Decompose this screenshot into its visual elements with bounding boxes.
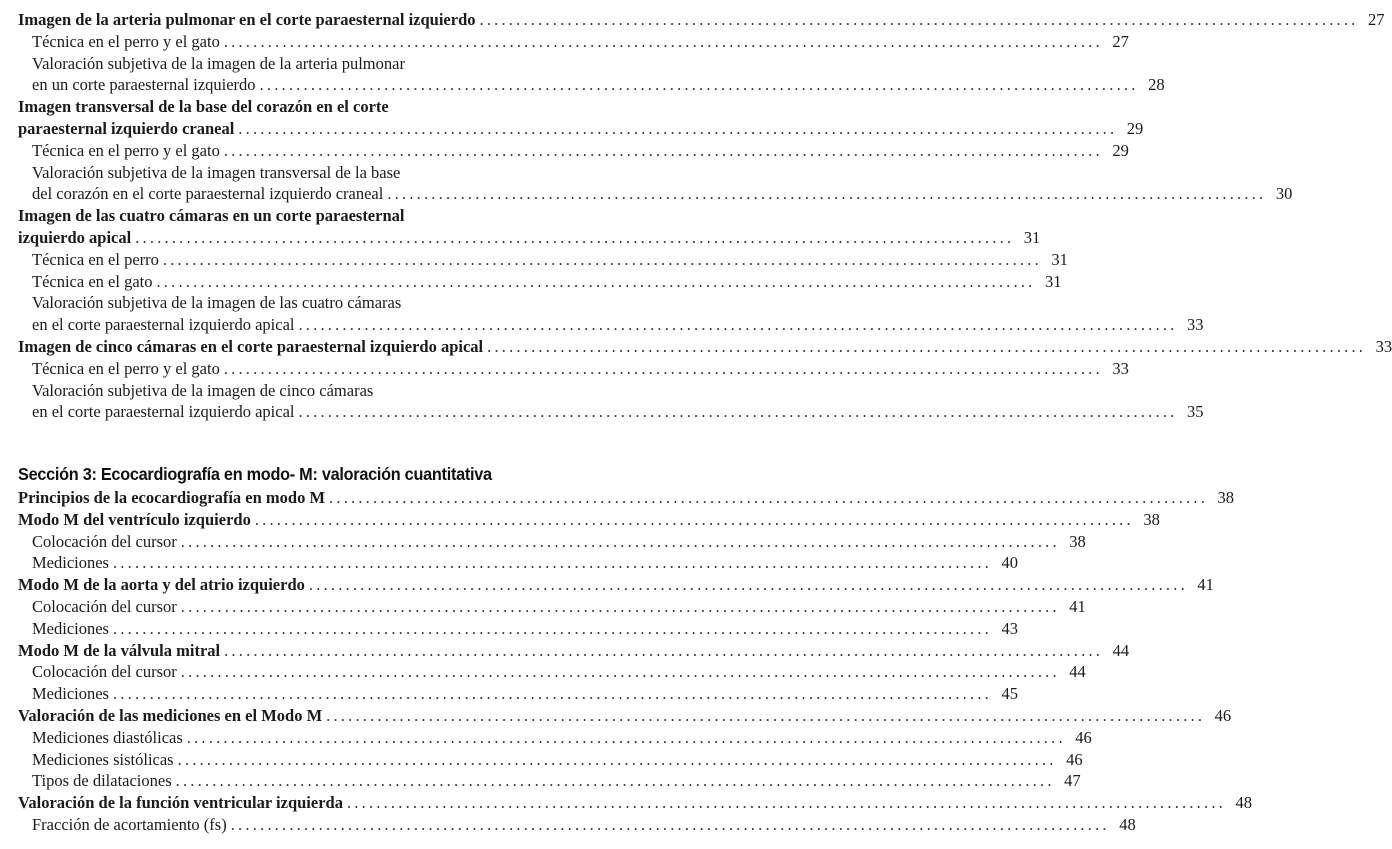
toc-page-number: 38 — [1217, 488, 1235, 507]
toc-entry-title: izquierdo apical — [18, 228, 132, 247]
toc-page-number: 27 — [1368, 10, 1385, 29]
dot-leader: ........................................................................................................................ — [329, 488, 1209, 507]
dot-leader: ........................................................................................................................ — [298, 315, 1178, 335]
toc-entry-title: Imagen de las cuatro cámaras en un corte paraesternal — [18, 206, 405, 226]
toc-entry-title: Imagen transversal de la base del corazón en el corte — [18, 97, 389, 117]
toc-entry-title: Mediciones — [32, 553, 109, 573]
toc-subentry — [32, 271, 1062, 293]
toc-heading-entry — [18, 336, 1392, 358]
dot-leader: ........................................................................................................................ — [230, 815, 1110, 834]
dot-leader: ........................................................................................................................ — [180, 662, 1060, 682]
toc-entry-title: Valoración de las mediciones en el Modo M — [18, 706, 323, 725]
toc-entry-title: Valoración subjetiva de la imagen de cinco cámaras — [32, 380, 374, 400]
toc-entry-title: en el corte paraesternal izquierdo apical — [32, 402, 295, 422]
dot-leader: ........................................................................................................................ — [326, 706, 1206, 725]
toc-entry-title: del corazón en el corte paraesternal izquierdo craneal — [32, 184, 384, 204]
toc-entry-title: Valoración subjetiva de la imagen transversal de la base — [32, 162, 401, 182]
dot-leader: ........................................................................................................................ — [175, 771, 1055, 791]
toc-heading-entry — [18, 640, 1130, 662]
toc-entry-title: en un corte paraesternal izquierdo — [32, 75, 256, 95]
toc-subentry — [32, 74, 1165, 96]
section-heading: Sección 3: Ecocardiografía en modo- M: valoración cuantitativa — [18, 464, 492, 484]
dot-leader: ........................................................................................................................ — [479, 10, 1359, 29]
toc-page-number: 33 — [1375, 337, 1392, 356]
toc-heading-entry — [18, 705, 1232, 727]
toc-subentry — [32, 618, 1018, 640]
toc-entry-title: Colocación del cursor — [32, 531, 177, 551]
toc-entry-title: Colocación del cursor — [32, 597, 177, 616]
dot-leader: ........................................................................................................................ — [186, 727, 1066, 747]
dot-leader: ........................................................................................................................ — [238, 119, 1118, 138]
toc-subentry — [32, 531, 1086, 553]
dot-leader: ........................................................................................................................ — [308, 575, 1188, 595]
toc-page-number: 41 — [1069, 597, 1086, 616]
toc-entry-title: Mediciones — [32, 684, 109, 704]
toc-subentry — [32, 314, 1204, 336]
dot-leader: ........................................................................................................................ — [177, 749, 1057, 769]
dot-leader: ........................................................................................................................ — [112, 553, 992, 573]
toc-entry-title: Modo M de la aorta y del atrio izquierdo — [18, 575, 305, 595]
toc-entry-title: Mediciones — [32, 618, 109, 638]
dot-leader: ........................................................................................................................ — [112, 618, 992, 638]
toc-subentry — [32, 552, 1018, 574]
toc-entry-title: Valoración de la función ventricular izquierda — [18, 793, 343, 813]
toc-entry-title: Tipos de dilataciones — [32, 771, 172, 791]
toc-page-number: 44 — [1069, 662, 1086, 682]
dot-leader: ........................................................................................................................ — [254, 509, 1134, 529]
toc-page-number: 45 — [1001, 684, 1018, 704]
toc-heading-entry — [18, 205, 584, 227]
toc-page-number: 31 — [1023, 228, 1041, 247]
toc-heading-entry — [18, 96, 584, 118]
toc-heading-entry — [18, 509, 1160, 531]
toc-subentry — [32, 749, 1083, 771]
toc-page-number: 48 — [1235, 793, 1252, 813]
toc-heading-entry — [18, 574, 1214, 596]
dot-leader: ........................................................................................................................ — [223, 140, 1103, 160]
toc-page-number: 28 — [1148, 75, 1165, 95]
toc-subentry — [32, 292, 584, 314]
toc-subentry — [32, 401, 1204, 423]
toc-subentry — [32, 661, 1086, 683]
dot-leader: ........................................................................................................................ — [112, 684, 992, 704]
toc-subentry — [32, 683, 1018, 705]
dot-leader: ........................................................................................................................ — [223, 31, 1103, 51]
toc-page-number: 38 — [1069, 531, 1086, 551]
toc-heading-entry — [18, 9, 1385, 31]
dot-leader: ........................................................................................................................ — [180, 597, 1060, 616]
toc-entry-title: Técnica en el perro — [32, 249, 159, 269]
dot-leader: ........................................................................................................................ — [156, 271, 1036, 291]
toc-page-number: 46 — [1214, 706, 1232, 725]
toc-entry-title: Mediciones diastólicas — [32, 727, 183, 747]
toc-entry-title: Imagen de la arteria pulmonar en el corte paraesternal izquierdo — [18, 10, 476, 29]
dot-leader: ........................................................................................................................ — [135, 228, 1015, 247]
toc-subentry — [32, 770, 1081, 792]
toc-page-number: 47 — [1064, 771, 1081, 791]
dot-leader: ........................................................................................................................ — [223, 358, 1103, 378]
dot-leader: ........................................................................................................................ — [180, 531, 1060, 551]
toc-subentry — [32, 31, 1129, 53]
toc-page-number: 46 — [1066, 749, 1083, 769]
toc-entry-title: Mediciones sistólicas — [32, 749, 174, 769]
toc-subentry — [32, 727, 1092, 749]
toc-entry-title: Valoración subjetiva de la imagen de las cuatro cámaras — [32, 293, 402, 313]
toc-page-number: 43 — [1001, 618, 1018, 638]
toc-page-number: 33 — [1112, 358, 1129, 378]
toc-entry-title: Técnica en el perro y el gato — [32, 31, 220, 51]
toc-page-number: 29 — [1112, 140, 1129, 160]
toc-page-number: 29 — [1126, 119, 1144, 138]
toc-entry-title: en el corte paraesternal izquierdo apical — [32, 315, 295, 335]
toc-entry-title: Modo M de la válvula mitral — [18, 640, 221, 660]
toc-heading-entry — [18, 118, 1144, 140]
toc-page-number: 40 — [1001, 553, 1018, 573]
dot-leader: ........................................................................................................................ — [259, 75, 1139, 95]
toc-subentry — [32, 183, 1293, 205]
toc-subentry — [32, 814, 1136, 836]
toc-entry-title: Valoración subjetiva de la imagen de la arteria pulmonar — [32, 53, 405, 73]
toc-entry-title: Técnica en el gato — [32, 271, 153, 291]
toc-entry-title: Colocación del cursor — [32, 662, 177, 682]
dot-leader: ........................................................................................................................ — [162, 249, 1042, 269]
toc-subentry — [32, 162, 584, 184]
toc-page-number: 35 — [1186, 402, 1204, 422]
dot-leader: ........................................................................................................................ — [487, 337, 1367, 356]
toc-subentry — [32, 53, 584, 75]
toc-page-number: 31 — [1044, 271, 1062, 291]
toc-entry-title: Imagen de cinco cámaras en el corte paraesternal izquierdo apical — [18, 337, 484, 356]
toc-subentry — [32, 249, 1068, 271]
toc-page-number: 30 — [1275, 184, 1293, 204]
toc-page-number: 31 — [1051, 249, 1068, 269]
toc-page-number: 44 — [1112, 640, 1130, 660]
dot-leader: ........................................................................................................................ — [346, 793, 1226, 813]
toc-page-number: 46 — [1075, 727, 1092, 747]
toc-subentry — [32, 380, 584, 402]
dot-leader: ........................................................................................................................ — [298, 402, 1178, 422]
dot-leader: ........................................................................................................................ — [224, 640, 1104, 660]
toc-entry-title: paraesternal izquierdo craneal — [18, 119, 235, 138]
toc-entry-title: Fracción de acortamiento (fs) — [32, 815, 227, 834]
toc-page-number: 27 — [1112, 31, 1129, 51]
toc-page-number: 41 — [1197, 575, 1214, 595]
toc-heading-entry — [18, 792, 1252, 814]
toc-subentry — [32, 358, 1129, 380]
toc-subentry — [32, 140, 1129, 162]
toc-entry-title: Principios de la ecocardiografía en modo M — [18, 488, 326, 507]
toc-page-number: 33 — [1186, 315, 1204, 335]
toc-entry-title: Técnica en el perro y el gato — [32, 140, 220, 160]
toc-page-number: 38 — [1143, 509, 1160, 529]
toc-entry-title: Técnica en el perro y el gato — [32, 358, 220, 378]
toc-heading-entry — [18, 487, 1235, 509]
dot-leader: ........................................................................................................................ — [387, 184, 1267, 204]
toc-page-number: 48 — [1119, 815, 1136, 834]
toc-entry-title: Modo M del ventrículo izquierdo — [18, 509, 251, 529]
toc-subentry — [32, 596, 1086, 618]
toc-heading-entry — [18, 227, 1041, 249]
